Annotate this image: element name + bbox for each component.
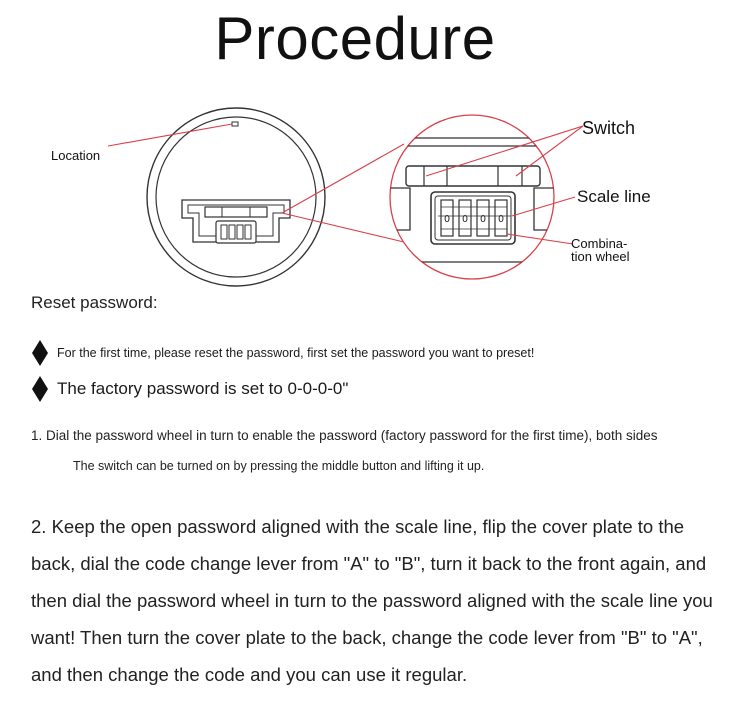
label-location: Location bbox=[51, 148, 101, 163]
diamond-bullet-icon bbox=[31, 339, 49, 367]
svg-text:0: 0 bbox=[480, 214, 486, 225]
label-combination-wheel-1: Combina- bbox=[571, 236, 628, 251]
label-scale-line: Scale line bbox=[577, 187, 651, 206]
bullet-item bbox=[31, 375, 348, 403]
svg-text:0: 0 bbox=[498, 214, 504, 225]
bullet-item bbox=[31, 339, 534, 367]
step-2-text: 2. Keep the open password aligned with the scale line, flip the cover plate to the back, dial the code change lever from "A" to "B", turn it back to the front again, and then dial the password wheel in turn to the password aligned with the scale line you want! Then turn the cover plate to the back, change the code lever from "B" to "A", and then change the code and you can use it regular. bbox=[31, 516, 713, 685]
lock-diagram bbox=[0, 95, 750, 295]
step-1-note: The switch can be turned on by pressing the middle button and lifting it up. bbox=[73, 459, 485, 473]
page-title: Procedure bbox=[214, 5, 496, 72]
reset-password-heading: Reset password: bbox=[31, 293, 158, 312]
bullet-text: For the first time, please reset the password, first set the password you want to preset! bbox=[57, 346, 535, 360]
label-switch: Switch bbox=[582, 118, 636, 138]
label-combination-wheel-2: tion wheel bbox=[571, 249, 630, 264]
svg-text:0: 0 bbox=[444, 214, 450, 225]
bullet-text: The factory password is set to 0-0-0-0" bbox=[57, 379, 349, 398]
diamond-bullet-icon bbox=[31, 375, 49, 403]
step-1-text: 1. Dial the password wheel in turn to enable the password (factory password for the first time), both sides bbox=[31, 428, 658, 443]
svg-text:0: 0 bbox=[462, 214, 468, 225]
